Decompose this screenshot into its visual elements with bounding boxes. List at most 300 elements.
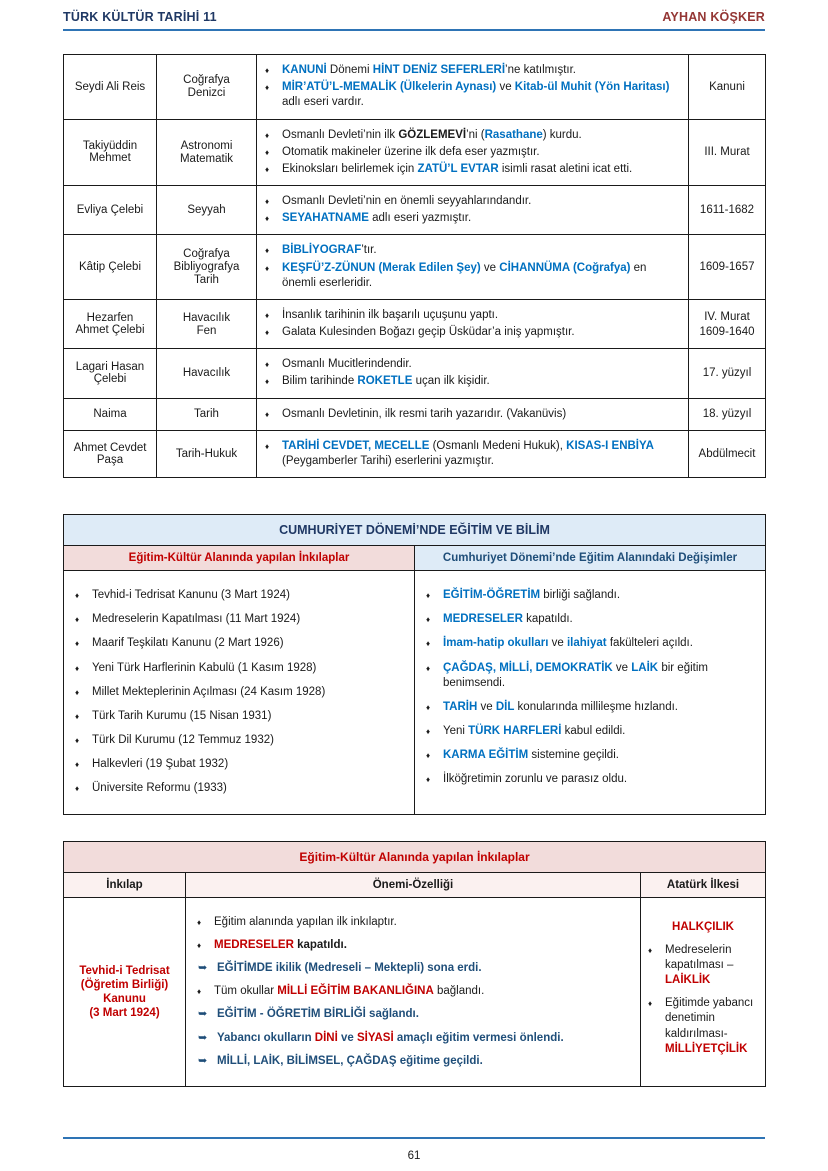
bullet-item [74, 733, 404, 748]
text-segment: İlköğretimin zorunlu ve parasız oldu. [443, 773, 628, 786]
text-segment: sistemine geçildi. [528, 749, 619, 762]
author-name: AYHAN KÖŞKER [662, 10, 765, 24]
scholar-details [257, 398, 689, 430]
scholar-details [257, 55, 689, 120]
scholar-details [257, 299, 689, 348]
text-segment: ’ni ( [466, 128, 485, 141]
diamond-bullet-icon: ♦ [75, 687, 80, 697]
bullet-text [665, 996, 759, 1057]
bullet-item [196, 915, 630, 930]
bullet-item [196, 1031, 630, 1046]
spacer [63, 815, 765, 841]
bullet-text [214, 938, 630, 953]
bullet-item [196, 938, 630, 953]
text-segment: kapatıldı. [293, 938, 347, 951]
text-segment: birliği sağlandı. [540, 589, 621, 602]
text-segment: İmam-hatip okulları [443, 637, 549, 650]
text-segment: ve [612, 661, 632, 674]
text-segment: fakülteleri açıldı. [606, 637, 693, 650]
era-line: Kanuni [709, 80, 745, 93]
scholar-name: Ahmet Cevdet Paşa [64, 430, 157, 477]
text-segment: (Peygamberler Tarihi) eserlerini yazmıştır. [282, 454, 494, 467]
bullet-item [264, 374, 681, 389]
scholar-field [157, 349, 257, 398]
diamond-bullet-icon: ♦ [75, 591, 80, 601]
education-left-header: Eğitim-Kültür Alanında yapılan İnkılaplar [64, 546, 415, 571]
text-segment: Millet Mekteplerinin Açılması (24 Kasım 1928) [92, 685, 326, 698]
scholar-name: Takiyüddin Mehmet [64, 119, 157, 186]
bullet-text [282, 145, 681, 160]
bullet-item [74, 588, 404, 603]
reforms-table [63, 841, 766, 1087]
bullet-item [264, 325, 681, 340]
text-segment: Osmanlı Devleti’nin ilk [282, 128, 399, 141]
bullet-text [214, 915, 630, 930]
text-segment: GÖZLEMEVİ [398, 128, 467, 141]
bullet-item [647, 996, 759, 1057]
bullet-item [264, 194, 681, 209]
era-line: 18. yüzyıl [702, 408, 752, 421]
bullet-item [425, 636, 755, 651]
text-segment: (Osmanlı Medeni Hukuk), [429, 439, 567, 452]
diamond-bullet-icon: ♦ [75, 615, 80, 625]
bullet-item [74, 781, 404, 796]
text-segment: Maarif Teşkilatı Kanunu (2 Mart 1926) [92, 637, 284, 650]
diamond-bullet-icon: ♦ [265, 197, 270, 207]
reform-name-line: (Öğretim Birliği) [80, 978, 169, 991]
page-content [63, 54, 765, 1087]
bullet-text [282, 211, 681, 226]
text-segment: BİBLİYOGRAF [282, 244, 362, 257]
scholar-era [689, 299, 766, 348]
scholars-table [63, 54, 766, 478]
text-segment: CİHANNÜMA (Coğrafya) [499, 261, 631, 274]
field-line: Havacılık [182, 367, 231, 380]
field-line: Tarih [194, 408, 219, 421]
table-row [64, 398, 766, 430]
scholar-name: Lagari Hasan Çelebi [64, 349, 157, 398]
text-segment: uçan ilk kişidir. [412, 375, 490, 388]
bullet-text [214, 984, 630, 999]
text-segment: kabul edildi. [561, 725, 626, 738]
field-line: Coğrafya [183, 248, 230, 261]
bullet-text [443, 636, 755, 651]
text-segment: KANUNİ [282, 64, 327, 76]
bullet-text [443, 588, 755, 603]
diamond-bullet-icon: ♦ [265, 360, 270, 370]
diamond-bullet-icon: ♦ [426, 639, 431, 649]
diamond-bullet-icon: ♦ [265, 214, 270, 224]
text-segment: ROKETLE [357, 375, 413, 388]
era-line: III. Murat [704, 146, 750, 159]
scholar-era [689, 186, 766, 235]
text-segment: Türk Tarih Kurumu (15 Nisan 1931) [92, 709, 272, 722]
bullet-item [264, 439, 681, 469]
diamond-bullet-icon: ♦ [265, 409, 270, 419]
text-segment: Otomatik makineler üzerine ilk defa eser yazmıştır. [282, 145, 540, 158]
sub-arrow-icon: ➥ [198, 1054, 208, 1067]
bullet-text [217, 961, 630, 976]
field-line: Denizci [187, 87, 226, 100]
text-segment: TARİH [443, 700, 478, 713]
bullet-item [264, 128, 681, 143]
bullet-text [282, 128, 681, 143]
text-segment: Türk Dil Kurumu (12 Temmuz 1932) [92, 734, 274, 747]
text-segment: Medreselerin Kapatılması (11 Mart 1924) [92, 613, 301, 626]
text-segment: ve [548, 637, 567, 650]
text-segment: DİNİ [314, 1031, 338, 1044]
era-line: 1609-1640 [699, 325, 755, 338]
bullet-item [425, 661, 755, 691]
diamond-bullet-icon: ♦ [75, 663, 80, 673]
scholar-name: Kâtip Çelebi [64, 235, 157, 300]
education-reforms-list [64, 571, 415, 815]
bullet-text [217, 1054, 630, 1069]
text-segment: HİNT DENİZ SEFERLERİ [372, 64, 506, 76]
bullet-item [264, 211, 681, 226]
bullet-text [282, 243, 681, 258]
text-segment: MİLLİYETÇİLİK [665, 1042, 748, 1055]
bullet-item [264, 80, 681, 110]
scholars-table-body [64, 55, 766, 478]
scholar-era [689, 119, 766, 186]
scholar-field [157, 55, 257, 120]
text-segment: Rasathane [484, 128, 543, 141]
text-segment: ve [480, 261, 500, 274]
bullet-text [282, 194, 681, 209]
bullet-item [425, 612, 755, 627]
text-segment: Osmanlı Mucitlerindendir. [282, 358, 412, 371]
text-segment: ) kurdu. [542, 128, 582, 141]
table-row [64, 235, 766, 300]
text-segment: Ekinoksları belirlemek için [282, 162, 418, 175]
bullet-text [282, 357, 681, 372]
diamond-bullet-icon: ♦ [75, 736, 80, 746]
diamond-bullet-icon: ♦ [265, 377, 270, 387]
bullet-text [92, 636, 404, 651]
text-segment: bir eğitim benimsendi. [443, 661, 708, 689]
bullet-item [74, 636, 404, 651]
scholar-field [157, 430, 257, 477]
scholar-era [689, 430, 766, 477]
footer-rule [63, 1137, 765, 1139]
diamond-bullet-icon: ♦ [265, 263, 270, 273]
table-row [64, 430, 766, 477]
bullet-text [282, 439, 681, 469]
text-segment: MEDRESELER [443, 613, 523, 626]
scholar-name: Evliya Çelebi [64, 186, 157, 235]
text-segment: Tevhid-i Tedrisat Kanunu (3 Mart 1924) [92, 589, 290, 602]
text-segment: konularında millileşme hızlandı. [514, 700, 678, 713]
text-segment: Galata Kulesinden Boğazı geçip Üsküdar’a iniş yapmıştır. [282, 326, 575, 339]
reform-name-line: Kanunu [103, 992, 146, 1005]
bullet-text [282, 80, 681, 110]
diamond-bullet-icon: ♦ [265, 310, 270, 320]
bullet-text [282, 374, 681, 389]
era-line: 1609-1657 [699, 261, 755, 274]
text-segment: Medreselerin kapatılması – [665, 943, 734, 971]
bullet-item [74, 709, 404, 724]
bullet-text [92, 661, 404, 676]
bullet-item [74, 612, 404, 627]
diamond-bullet-icon: ♦ [265, 164, 270, 174]
text-segment: EĞİTİM - ÖĞRETİM BİRLİĞİ sağlandı. [217, 1008, 419, 1021]
field-line: Tarih [194, 274, 219, 287]
bullet-text [443, 724, 755, 739]
table-row [64, 897, 766, 1086]
bullet-text [443, 700, 755, 715]
bullet-text [92, 709, 404, 724]
text-segment: MİLLİ, LAİK, BİLİMSEL, ÇAĞDAŞ eğitime geçildi. [217, 1054, 483, 1067]
text-segment: DİL [495, 700, 515, 713]
sub-arrow-icon: ➥ [198, 1031, 208, 1044]
bullet-text [282, 261, 681, 291]
diamond-bullet-icon: ♦ [648, 945, 653, 955]
bullet-item [647, 943, 759, 989]
diamond-bullet-icon: ♦ [197, 987, 202, 997]
bullet-item [74, 757, 404, 772]
scholar-name: Naima [64, 398, 157, 430]
column-header-inkilap: İnkılap [64, 872, 186, 897]
field-line: Seyyah [187, 204, 226, 217]
bullet-text [665, 943, 759, 989]
bullet-text [217, 1007, 630, 1022]
scholar-details [257, 430, 689, 477]
field-line: Bibliyografya [173, 261, 240, 274]
bullet-text [217, 1031, 630, 1046]
diamond-bullet-icon: ♦ [426, 591, 431, 601]
scholar-field [157, 119, 257, 186]
education-table-title: CUMHURİYET DÖNEMİ’NDE EĞİTİM VE BİLİM [64, 515, 766, 546]
text-segment: Yabancı okulların [217, 1031, 315, 1044]
education-changes-list [415, 571, 766, 815]
diamond-bullet-icon: ♦ [197, 940, 202, 950]
diamond-bullet-icon: ♦ [265, 147, 270, 157]
text-segment: ve [496, 81, 515, 94]
text-segment: ve [477, 700, 496, 713]
principle-heading: HALKÇILIK [672, 920, 734, 933]
bullet-item [74, 685, 404, 700]
page-number: 61 [407, 1150, 421, 1162]
scholar-details [257, 186, 689, 235]
field-line: Havacılık [182, 311, 231, 324]
text-segment: MİLLİ EĞİTİM BAKANLIĞINA [277, 985, 434, 998]
bullet-item [425, 748, 755, 763]
text-segment: Eğitimde yabancı denetimin kaldırılması- [665, 997, 754, 1040]
bullet-text [443, 612, 755, 627]
bullet-text [282, 162, 681, 177]
text-segment: ve [337, 1031, 357, 1044]
education-right-header: Cumhuriyet Dönemi’nde Eğitim Alanındaki Değişimler [415, 546, 766, 571]
scholar-field [157, 186, 257, 235]
scholar-era [689, 398, 766, 430]
text-segment: KISAS-I ENBİYA [566, 439, 654, 452]
bullet-text [92, 588, 404, 603]
bullet-item [196, 1054, 630, 1069]
bullet-text [92, 685, 404, 700]
era-line: Abdülmecit [698, 447, 756, 460]
text-segment: İnsanlık tarihinin ilk başarılı uçuşunu yaptı. [282, 308, 499, 321]
scholar-details [257, 119, 689, 186]
text-segment: Halkevleri (19 Şubat 1932) [92, 758, 229, 771]
text-segment: ’ne katılmıştır. [505, 64, 576, 76]
bullet-text [443, 748, 755, 763]
table-header-row [64, 872, 766, 897]
bullet-item [264, 357, 681, 372]
text-segment: Yeni [443, 725, 469, 738]
text-segment: MEDRESELER [214, 938, 294, 951]
table-row [64, 349, 766, 398]
text-segment: Kitab-ül Muhit (Yön Haritası) [514, 81, 670, 94]
text-segment: en önemli eserleridir. [282, 261, 647, 289]
text-segment: Yeni Türk Harflerinin Kabulü (1 Kasım 1928) [92, 661, 317, 674]
text-segment: LAİKLİK [665, 973, 711, 986]
bullet-text [282, 325, 681, 340]
diamond-bullet-icon: ♦ [75, 711, 80, 721]
text-segment: Bilim tarihinde [282, 375, 358, 388]
column-header-ilke: Atatürk İlkesi [641, 872, 766, 897]
text-segment: ZATÜ’L EVTAR [417, 162, 499, 175]
text-segment: Osmanlı Devletinin, ilk resmi tarih yazarıdır. (Vakanüvis) [282, 407, 567, 420]
text-segment: ’tır. [361, 244, 377, 257]
table-row [64, 186, 766, 235]
text-segment: SEYAHATNAME [282, 212, 369, 225]
bullet-item [425, 724, 755, 739]
table-row [64, 299, 766, 348]
reform-details-cell [186, 897, 641, 1086]
bullet-item [74, 661, 404, 676]
diamond-bullet-icon: ♦ [265, 441, 270, 451]
table-row [64, 571, 766, 815]
field-line: Matematik [179, 152, 234, 165]
document-title: TÜRK KÜLTÜR TARİHİ 11 [63, 10, 217, 24]
diamond-bullet-icon: ♦ [426, 663, 431, 673]
bullet-text [282, 308, 681, 323]
diamond-bullet-icon: ♦ [426, 775, 431, 785]
bullet-item [264, 407, 681, 422]
text-segment: amaçlı eğitim vermesi önlendi. [393, 1031, 564, 1044]
scholar-era [689, 55, 766, 120]
text-segment: isimli rasat aletini icat etti. [498, 162, 633, 175]
diamond-bullet-icon: ♦ [197, 917, 202, 927]
text-segment: kapatıldı. [522, 613, 573, 626]
bullet-text [92, 612, 404, 627]
bullet-text [443, 772, 755, 787]
bullet-text [443, 661, 755, 691]
text-segment: adlı eseri vardır. [282, 96, 364, 109]
text-segment: Osmanlı Devleti’nin en önemli seyyahlarındandır. [282, 195, 532, 208]
text-segment: Üniversite Reformu (1933) [92, 782, 227, 795]
diamond-bullet-icon: ♦ [426, 727, 431, 737]
field-line: Astronomi [180, 139, 233, 152]
sub-arrow-icon: ➥ [198, 1008, 208, 1021]
scholar-era [689, 349, 766, 398]
column-header-onemi: Önemi-Özelliği [186, 872, 641, 897]
table-row [64, 841, 766, 872]
scholar-field [157, 398, 257, 430]
text-segment: Dönemi [326, 64, 373, 76]
bullet-item [264, 63, 681, 78]
scholar-details [257, 349, 689, 398]
text-segment: adlı eseri yazmıştır. [368, 212, 472, 225]
bullet-item [264, 261, 681, 291]
text-segment: KEŞFÜ’Z-ZÜNUN (Merak Edilen Şey) [282, 261, 481, 274]
text-segment: bağlandı. [433, 985, 485, 998]
field-line: Tarih-Hukuk [175, 447, 238, 460]
reform-name-line: Tevhid-i Tedrisat [79, 964, 170, 977]
era-line: IV. Murat [704, 310, 750, 323]
scholar-field [157, 299, 257, 348]
reform-principle-cell [641, 897, 766, 1086]
era-line: 1611-1682 [699, 204, 755, 217]
bullet-text [92, 781, 404, 796]
scholar-name: Hezarfen Ahmet Çelebi [64, 299, 157, 348]
diamond-bullet-icon: ♦ [426, 751, 431, 761]
education-table [63, 514, 766, 815]
bullet-item [264, 243, 681, 258]
era-line: 17. yüzyıl [702, 367, 752, 380]
bullet-item [425, 588, 755, 603]
scholar-field [157, 235, 257, 300]
bullet-item [425, 772, 755, 787]
text-segment: ÇAĞDAŞ, MİLLİ, DEMOKRATİK [443, 661, 613, 674]
text-segment: KARMA EĞİTİM [443, 749, 529, 762]
text-segment: Eğitim alanında yapılan ilk inkılaptır. [214, 915, 397, 928]
sub-arrow-icon: ➥ [198, 961, 208, 974]
field-line: Fen [196, 324, 217, 337]
reform-name-cell [64, 897, 186, 1086]
bullet-item [264, 162, 681, 177]
diamond-bullet-icon: ♦ [265, 83, 270, 93]
table-row [64, 55, 766, 120]
diamond-bullet-icon: ♦ [75, 760, 80, 770]
field-line: Coğrafya [183, 74, 230, 87]
bullet-text [282, 63, 681, 78]
bullet-item [264, 145, 681, 160]
text-segment: LAİK [631, 661, 659, 674]
text-segment: Tüm okullar [214, 985, 278, 998]
diamond-bullet-icon: ♦ [265, 66, 270, 75]
diamond-bullet-icon: ♦ [75, 784, 80, 794]
text-segment: TÜRK HARFLERİ [468, 725, 562, 738]
scholar-era [689, 235, 766, 300]
text-segment: TARİHİ CEVDET, MECELLE [282, 439, 430, 452]
scholar-details [257, 235, 689, 300]
scholar-name: Seydi Ali Reis [64, 55, 157, 120]
reforms-table-title: Eğitim-Kültür Alanında yapılan İnkılaplar [64, 841, 766, 872]
diamond-bullet-icon: ♦ [426, 702, 431, 712]
page-header [63, 10, 765, 31]
spacer [63, 478, 765, 514]
bullet-text [92, 733, 404, 748]
diamond-bullet-icon: ♦ [75, 639, 80, 649]
diamond-bullet-icon: ♦ [648, 999, 653, 1009]
bullet-text [282, 407, 681, 422]
table-row [64, 119, 766, 186]
diamond-bullet-icon: ♦ [265, 130, 270, 140]
bullet-item [425, 700, 755, 715]
bullet-item [264, 308, 681, 323]
text-segment: SİYASİ [356, 1031, 394, 1044]
text-segment: EĞİTİM-ÖĞRETİM [443, 589, 541, 602]
text-segment: EĞİTİMDE ikilik (Medreseli – Mektepli) sona erdi. [217, 961, 482, 974]
text-segment: ilahiyat [566, 637, 607, 650]
bullet-item [196, 1007, 630, 1022]
table-row [64, 546, 766, 571]
diamond-bullet-icon: ♦ [426, 615, 431, 625]
bullet-item [196, 984, 630, 999]
table-row [64, 515, 766, 546]
